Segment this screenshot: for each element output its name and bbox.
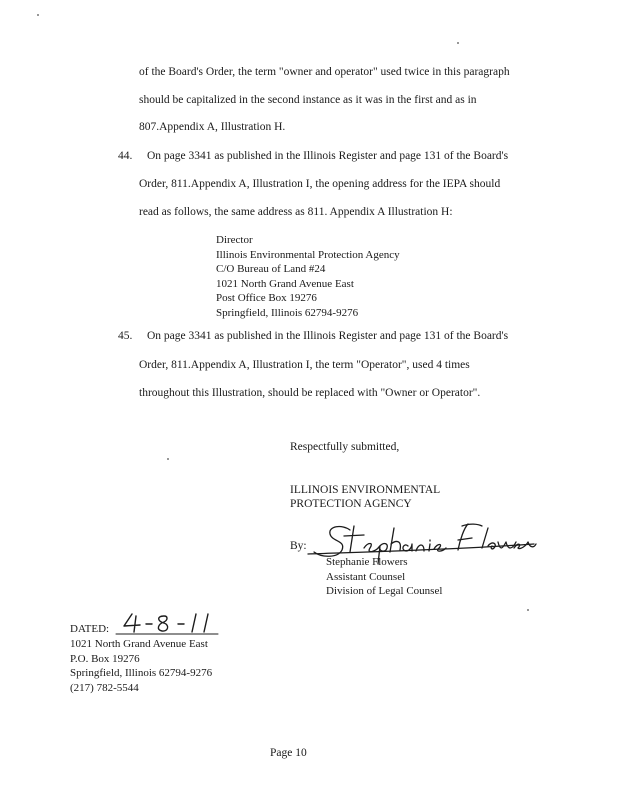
address-line: C/O Bureau of Land #24: [216, 263, 326, 276]
address-line: Director: [216, 234, 253, 246]
signer-name: Stephanie Flowers: [326, 556, 408, 568]
agency-name-line: PROTECTION AGENCY: [290, 498, 412, 510]
item-45-line: throughout this Illustration, should be replaced with "Owner or Operator".: [139, 387, 481, 399]
return-address-line: 1021 North Grand Avenue East: [70, 638, 208, 650]
item-44-line: Order, 811.Appendix A, Illustration I, the opening address for the IEPA should: [139, 178, 501, 190]
address-line: Post Office Box 19276: [216, 292, 317, 305]
return-address-line: P.O. Box 19276: [70, 652, 140, 665]
item-44-line: read as follows, the same address as 811. Appendix A Illustration H:: [139, 206, 453, 218]
signer-title: Assistant Counsel: [326, 570, 406, 583]
by-label: By:: [290, 540, 307, 552]
item-45-line: Order, 811.Appendix A, Illustration I, the term "Operator", used 4 times: [139, 359, 470, 371]
scan-speck: [527, 609, 529, 611]
item-45-line: On page 3341 as published in the Illinois Register and page 131 of the Board's: [147, 330, 509, 342]
closing-text: Respectfully submitted,: [290, 441, 400, 453]
signer-division: Division of Legal Counsel: [326, 585, 443, 597]
paragraph-line: should be capitalized in the second instance as it was in the first and as in: [139, 94, 477, 106]
paragraph-line: 807.Appendix A, Illustration H.: [139, 121, 286, 133]
handwritten-date: [116, 610, 220, 638]
scan-speck: [167, 458, 169, 460]
iepa-address-block: [216, 233, 400, 321]
scan-speck: [457, 42, 459, 44]
return-address-line: Springfield, Illinois 62794-9276: [70, 667, 213, 679]
address-line: Springfield, Illinois 62794-9276: [216, 306, 359, 319]
return-address-block: [70, 637, 212, 695]
address-line: 1021 North Grand Avenue East: [216, 277, 354, 290]
address-line: Illinois Environmental Protection Agency: [216, 248, 400, 261]
return-address-line: (217) 782-5544: [70, 681, 139, 694]
dated-label: DATED:: [70, 623, 110, 635]
item-45-number: 45.: [118, 330, 133, 342]
item-44-number: 44.: [118, 150, 133, 162]
signer-block: [326, 555, 442, 599]
scan-speck: [37, 14, 39, 16]
agency-name-line: ILLINOIS ENVIRONMENTAL: [290, 484, 441, 496]
paragraph-line: of the Board's Order, the term "owner and operator" used twice in this paragraph: [139, 66, 510, 78]
page-number: Page 10: [270, 747, 307, 759]
item-44-line: On page 3341 as published in the Illinois Register and page 131 of the Board's: [147, 150, 509, 162]
